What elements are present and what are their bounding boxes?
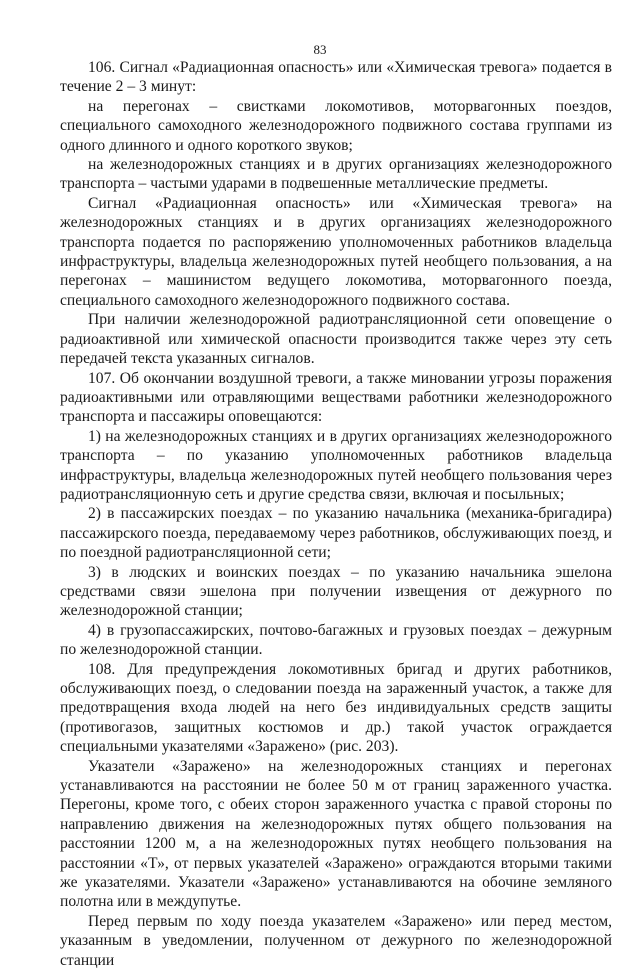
paragraph-106-intro: 106. Сигнал «Радиационная опасность» или «Химическая тревога» подается в течение 2 – 3 минут: — [60, 59, 612, 96]
paragraph-on-hauls: на перегонах – свистками локомотивов, моторвагонных поездов, специального самоходного железнодорожного подвижного состава группами из одного длинного и одного короткого звуков; — [60, 97, 612, 154]
list-item-3: 3) в людских и воинских поездах – по указанию начальника эшелона средствами связи эшелона при получении извещения от дежурного по железнодорожной станции; — [60, 563, 612, 620]
paragraph-signal-given: Сигнал «Радиационная опасность» или «Химическая тревога» на железнодорожных станциях и в других организациях железнодорожного транспорта подается по распоряжению уполномоченных работников владельца инфраструктуры, владельца железнодорожных путей необщего пользования, а на перегонах – машинистом ведущего локомотива, моторвагонного поезда, специального самоходного железнодорожного подвижного состава. — [60, 194, 612, 309]
paragraph-108: 108. Для предупреждения локомотивных бригад и других работников, обслуживающих поезд, о следовании поезда на зараженный участок, а также для предотвращения входа людей на него без индивидуальных средств защиты (противогазов, защитных костюмов и др.) такой участок ограждается специальными указателями «Заражено» (рис. 203). — [60, 660, 612, 756]
paragraph-at-stations: на железнодорожных станциях и в других организациях железнодорожного транспорта – частыми ударами в подвешенные металлические предметы. — [60, 156, 612, 193]
list-item-1: 1) на железнодорожных станциях и в других организациях железнодорожного транспорта – по указанию уполномоченных работников владельца инфраструктуры, владельца железнодорожных путей необщего пользования через радиотрансляционную сеть и другие средства связи, включая и посыльных; — [60, 427, 612, 503]
list-item-4: 4) в грузопассажирских, почтово-багажных и грузовых поездах – дежурным по железнодорожной станции. — [60, 621, 612, 659]
paragraph-radio-network: При наличии железнодорожной радиотрансляционной сети оповещение о радиоактивной или химической опасности производится также через эту сеть передачей текста указанных сигналов. — [60, 311, 612, 368]
list-item-2: 2) в пассажирских поездах – по указанию начальника (механика-бригадира) пассажирского поезда, передаваемому через работников, обслуживающих поезд, и по поездной радиотрансляционной сети; — [60, 505, 612, 562]
page-number: 83 — [313, 42, 327, 57]
document-body — [60, 58, 612, 970]
paragraph-indicators: Указатели «Заражено» на железнодорожных станциях и перегонах устанавливаются на расстоянии не более 50 м от границ зараженного участка. Перегоны, кроме того, с обеих сторон зараженного участка с правой стороны по направлению движения на железнодорожных путях общего пользования на расстоянии 1200 м, а на железнодорожных путях необщего пользования на расстоянии «Т», от первых указателей «Заражено» ограждаются вторыми такими же указателями. Указатели «Заражено» устанавливаются на обочине земляного полотна или в междупутье. — [60, 757, 612, 911]
paragraph-before-first-indicator: Перед первым по ходу поезда указателем «Заражено» или перед местом, указанным в уведомлении, полученном от дежурного по железнодорожной станции — [60, 912, 612, 969]
paragraph-107-intro: 107. Об окончании воздушной тревоги, а также миновании угрозы поражения радиоактивными или отравляющими веществами работники железнодорожного транспорта и пассажиры оповещаются: — [60, 369, 612, 426]
